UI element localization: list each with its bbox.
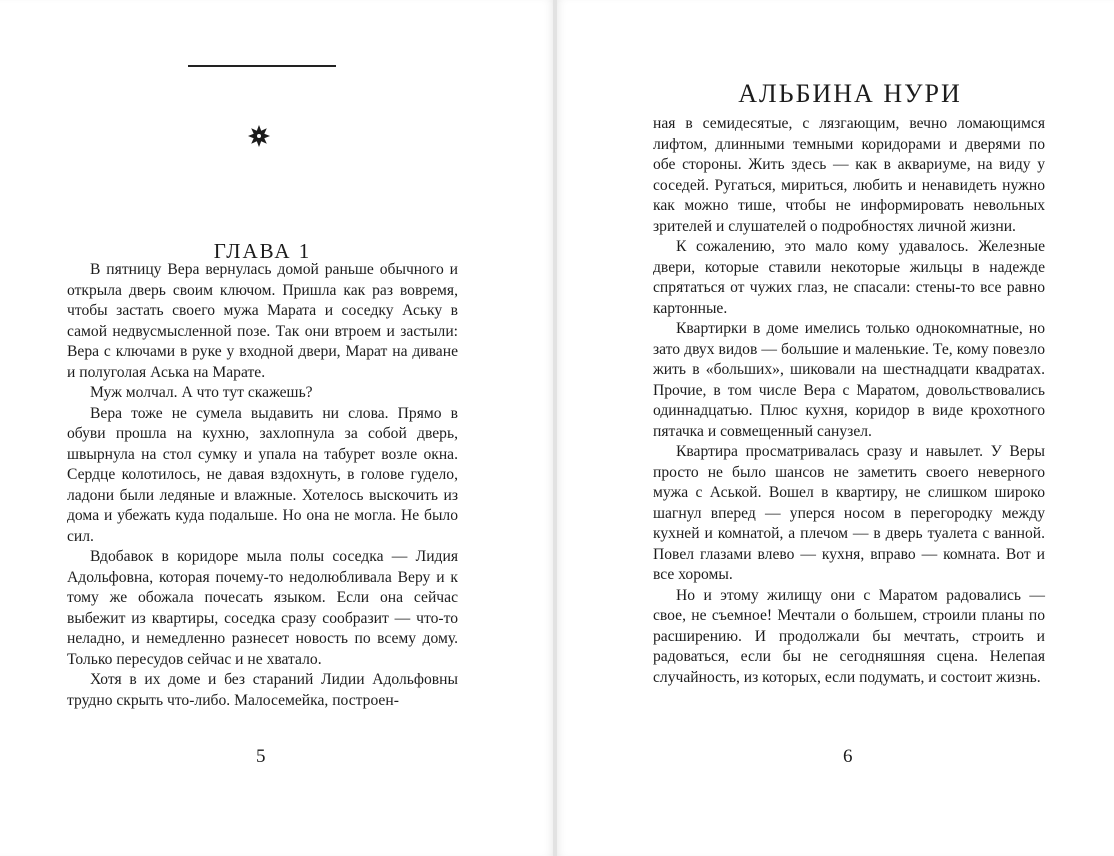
page-number: 6 bbox=[843, 746, 853, 767]
paragraph: Вера тоже не сумела выдавить ни слова. Прямо в обуви прошла на кухню, захлопнула за собой дверь, швырнула на стол сумку и упала на табурет возле окна. Сердце колотилось, не давая вздохнуть, в голове гудело, ладони были ледяные и влажные. Хотелось выскочить из дома и убежать куда подальше. Но она не могла. Не было сил. bbox=[67, 404, 458, 545]
page-number: 5 bbox=[256, 746, 266, 767]
running-head: АЛЬБИНА НУРИ bbox=[738, 79, 962, 109]
paragraph: Вдобавок в коридоре мыла полы соседка — Лидия Адольфовна, которая почему-то недолюбливала Веру и к тому же обожала почесать языком. Если она сейчас выбежит из квартиры, соседка сразу сообразит — что-то неладно, и немедленно разнесет новость по всему дому. Только пересудов сейчас и не хватало. bbox=[67, 548, 458, 668]
paragraph: Хотя в их доме и без стараний Лидии Адольфовны трудно скрыть что-либо. Малосемейка, построен- bbox=[67, 671, 458, 709]
paragraph: Квартира просматривалась сразу и навылет. У Веры просто не было шансов не заметить своего неверного мужа с Аськой. Вошел в квартиру, не слишком широко шагнул вперед — уперся носом в перегородку между кухней и комнатой, а плечом — в дверь туалета с ванной. Повел глазами влево — кухня, вправо — комната. Вот и все хоромы. bbox=[653, 443, 1045, 583]
paragraph: Муж молчал. А что тут скажешь? bbox=[90, 384, 313, 401]
paragraph: Но и этому жилищу они с Маратом радовались — свое, не съемное! Мечтали о большем, строили планы по расширению. И продолжали бы мечтать, строить и радоваться, если бы не сегодняшняя сцена. Нелепая случайность, из которых, если подумать, и состоит жизнь. bbox=[653, 586, 1045, 686]
paragraph-continued: ная в семидесятые, с лязгающим, вечно ломающимся лифтом, длинными темными коридорами и дверями по обе стороны. Жить здесь — как в аквариуме, на виду у соседей. Ругаться, мириться, любить и ненавидеть нужно как можно тише, чтобы не информировать невольных зрителей и слушателей о подробностях личной жизни. bbox=[653, 115, 1045, 235]
paragraph: Квартирки в доме имелись только однокомнатные, но зато двух видов — большие и маленькие. Те, кому повезло жить в «больших», шиковали на шестнадцати квадратах. Прочие, в том числе Вера с Маратом, довольствовались одиннадцатью. Плюс кухня, коридор в виде крохотного пятачка и совмещенный санузел. bbox=[653, 320, 1045, 440]
paragraph: В пятницу Вера вернулась домой раньше обычного и открыла дверь своим ключом. Пришла как раз вовремя, чтобы застать своего мужа Марата и соседку Аську в самой недвусмысленной позе. Так они втроем и застыли: Вера с ключами в руке у входной двери, Марат на диване и полуголая Аська на Марате. bbox=[67, 261, 458, 381]
eight-point-star-icon bbox=[247, 124, 271, 148]
paragraph: К сожалению, это мало кому удавалось. Железные двери, которые ставили некоторые жильцы в надежде спрятаться от чужих глаз, не спасали: стены-то все равно картонные. bbox=[653, 238, 1045, 317]
right-body-text bbox=[653, 114, 1045, 688]
chapter-title: ГЛАВА 1 bbox=[213, 239, 312, 264]
chapter-rule bbox=[188, 65, 336, 67]
left-body-text bbox=[67, 260, 458, 711]
left-page bbox=[0, 0, 553, 856]
